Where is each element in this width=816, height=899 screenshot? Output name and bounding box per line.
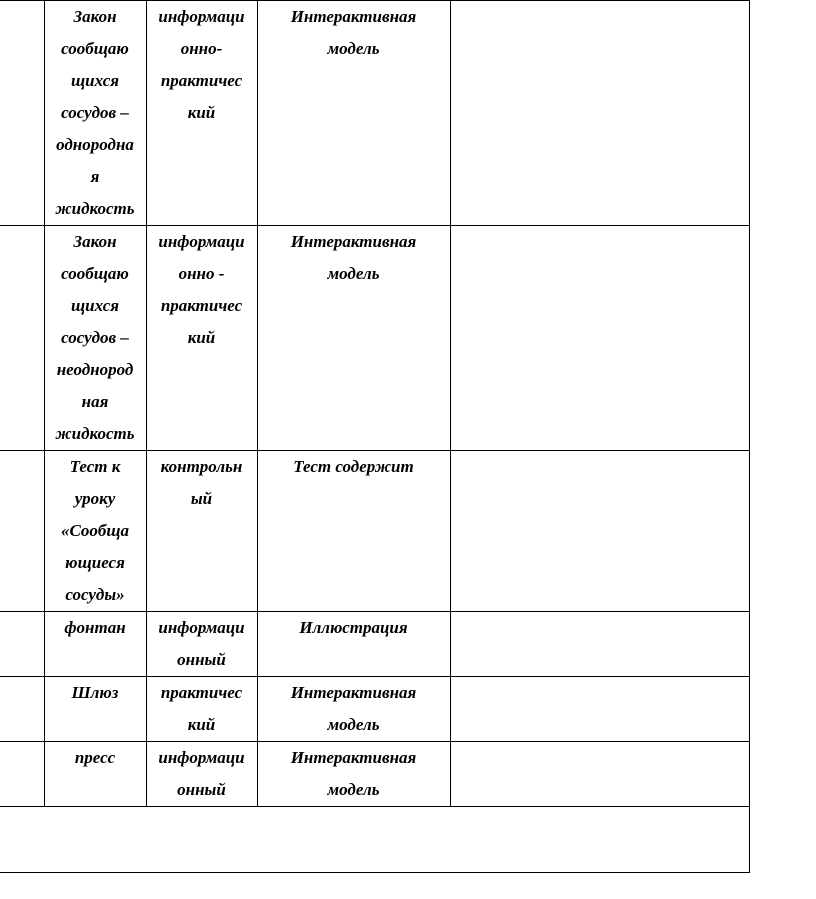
form-cell bbox=[257, 677, 450, 742]
form-text: Интерактивная модель bbox=[290, 232, 417, 283]
type-text: информаци онно - практичес кий bbox=[158, 232, 245, 347]
row-number-cell bbox=[0, 226, 44, 451]
table-row bbox=[0, 677, 749, 742]
note-cell bbox=[450, 226, 749, 451]
topic-text: Тест к уроку «Сообща ющиеся сосуды» bbox=[60, 457, 130, 604]
row-number-cell bbox=[0, 677, 44, 742]
table-footer-row bbox=[0, 807, 749, 873]
row-number-cell bbox=[0, 742, 44, 807]
form-text: Тест содержит bbox=[293, 457, 414, 476]
note-cell bbox=[450, 612, 749, 677]
type-cell bbox=[146, 451, 257, 612]
topic-cell bbox=[44, 742, 146, 807]
note-cell bbox=[450, 742, 749, 807]
topic-cell bbox=[44, 226, 146, 451]
topic-cell bbox=[44, 1, 146, 226]
form-text: Интерактивная модель bbox=[290, 748, 417, 799]
note-cell bbox=[450, 451, 749, 612]
type-text: информаци онный bbox=[158, 618, 245, 669]
type-text: информаци онно- практичес кий bbox=[158, 7, 245, 122]
form-cell bbox=[257, 612, 450, 677]
topic-cell bbox=[44, 612, 146, 677]
type-cell bbox=[146, 226, 257, 451]
topic-cell bbox=[44, 451, 146, 612]
form-text: Иллюстрация bbox=[299, 618, 408, 637]
form-cell bbox=[257, 226, 450, 451]
table-row bbox=[0, 612, 749, 677]
type-cell bbox=[146, 612, 257, 677]
topic-text: Закон сообщаю щихся сосудов – неоднород ная жидкость bbox=[55, 232, 135, 443]
form-cell bbox=[257, 742, 450, 807]
form-cell bbox=[257, 1, 450, 226]
footer-cell bbox=[0, 807, 749, 873]
type-text: практичес кий bbox=[160, 683, 243, 734]
table-row bbox=[0, 742, 749, 807]
type-cell bbox=[146, 677, 257, 742]
type-cell bbox=[146, 1, 257, 226]
table-row bbox=[0, 451, 749, 612]
note-cell bbox=[450, 1, 749, 226]
form-cell bbox=[257, 451, 450, 612]
type-text: информаци онный bbox=[158, 748, 245, 799]
topic-text: Шлюз bbox=[71, 683, 119, 702]
form-text: Интерактивная модель bbox=[290, 7, 417, 58]
note-cell bbox=[450, 677, 749, 742]
row-number-cell bbox=[0, 451, 44, 612]
topic-text: пресс bbox=[74, 748, 116, 767]
row-number-cell bbox=[0, 1, 44, 226]
topic-cell bbox=[44, 677, 146, 742]
type-cell bbox=[146, 742, 257, 807]
table-row bbox=[0, 226, 749, 451]
row-number-cell bbox=[0, 612, 44, 677]
form-text: Интерактивная модель bbox=[290, 683, 417, 734]
topic-text: Закон сообщаю щихся сосудов – однородна я жидкость bbox=[55, 7, 135, 218]
table-row bbox=[0, 1, 749, 226]
type-text: контрольн ый bbox=[160, 457, 243, 508]
topic-text: фонтан bbox=[64, 618, 126, 637]
